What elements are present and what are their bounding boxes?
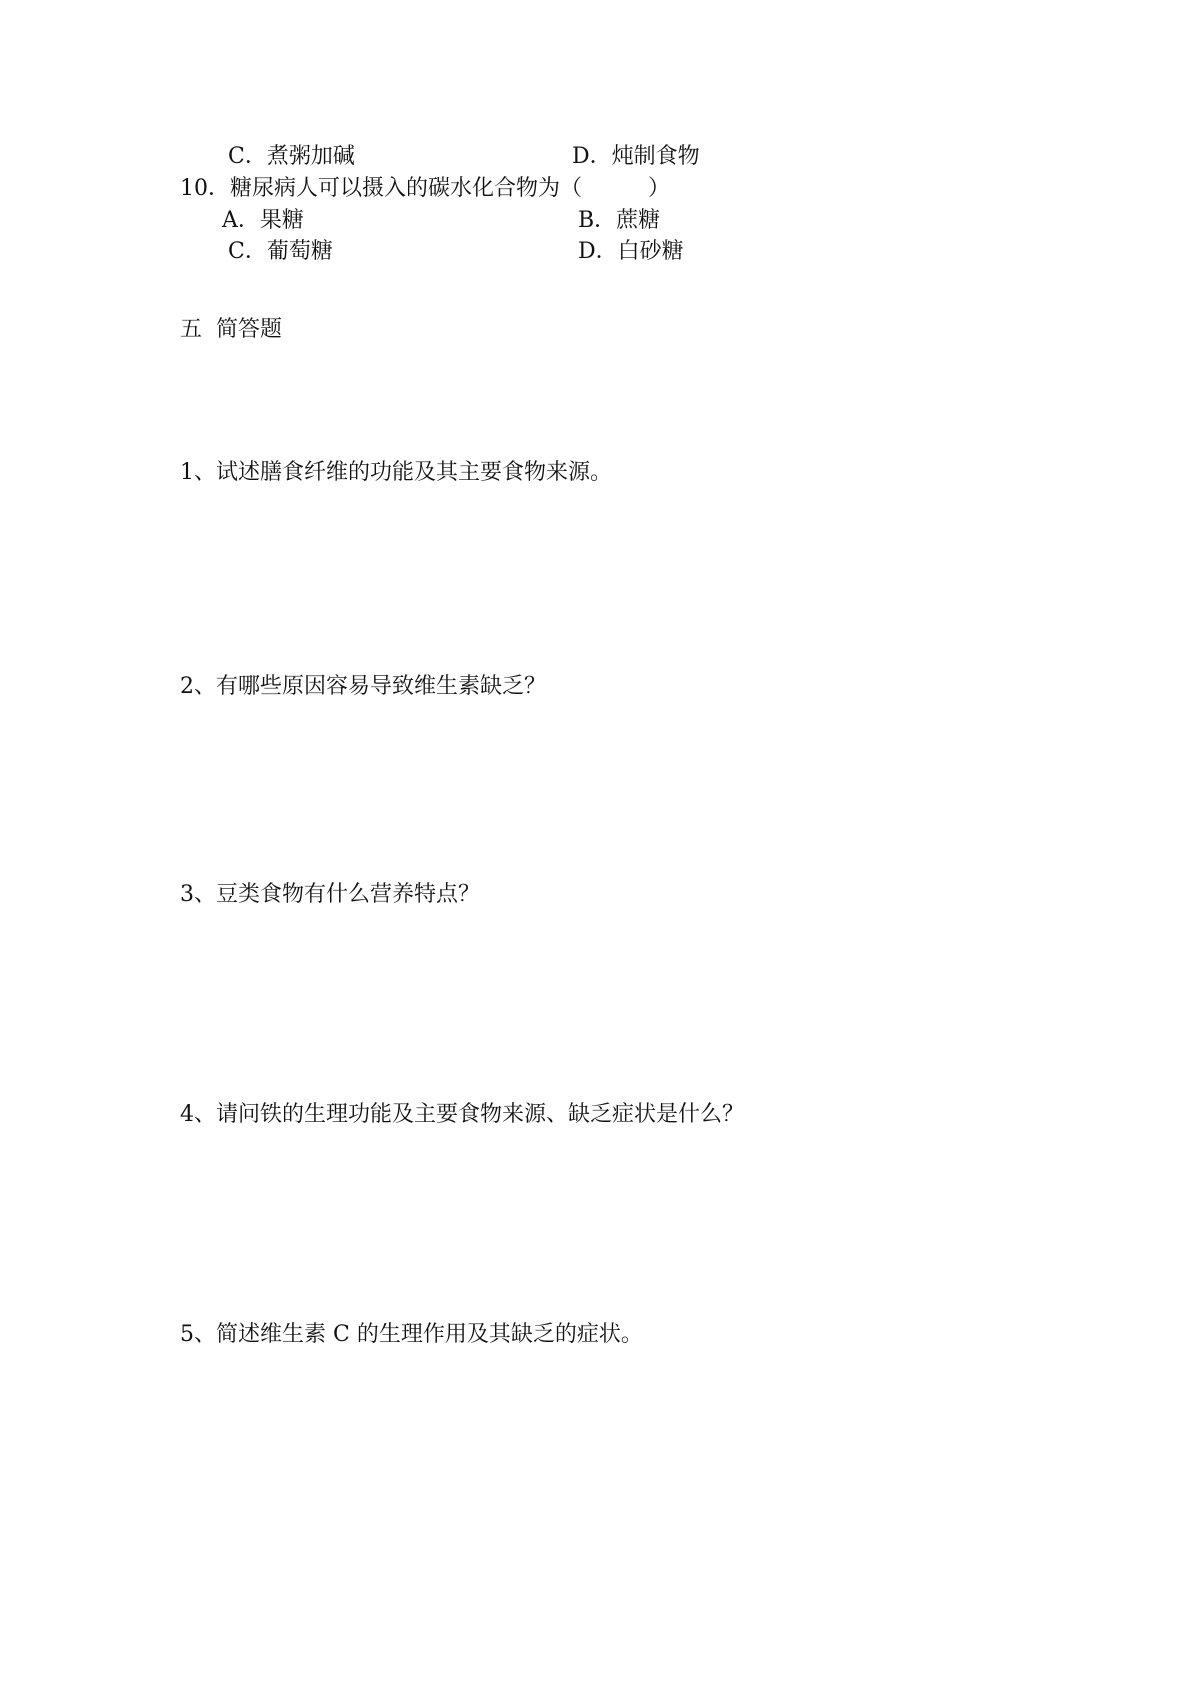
question-3: 3、豆类食物有什么营养特点？ bbox=[180, 882, 480, 907]
q10-option-a: A．果糖 bbox=[222, 208, 304, 233]
q10-option-b: B．蔗糖 bbox=[578, 208, 661, 233]
question-2: 2、有哪些原因容易导致维生素缺乏？ bbox=[180, 674, 546, 699]
q10-option-c: C．葡萄糖 bbox=[228, 239, 333, 264]
question-1: 1、试述膳食纤维的功能及其主要食物来源。 bbox=[180, 460, 612, 485]
section-heading: 五 简答题 bbox=[180, 317, 282, 342]
question-5: 5、简述维生素 C 的生理作用及其缺乏的症状。 bbox=[180, 1322, 643, 1347]
question-4: 4、请问铁的生理功能及主要食物来源、缺乏症状是什么？ bbox=[180, 1102, 744, 1127]
q10-option-d: D．白砂糖 bbox=[578, 239, 684, 264]
q10-stem: 10．糖尿病人可以摄入的碳水化合物为（ ） bbox=[180, 176, 670, 201]
q9-option-c: C．煮粥加碱 bbox=[228, 144, 355, 169]
q9-option-d: D．炖制食物 bbox=[572, 144, 700, 169]
